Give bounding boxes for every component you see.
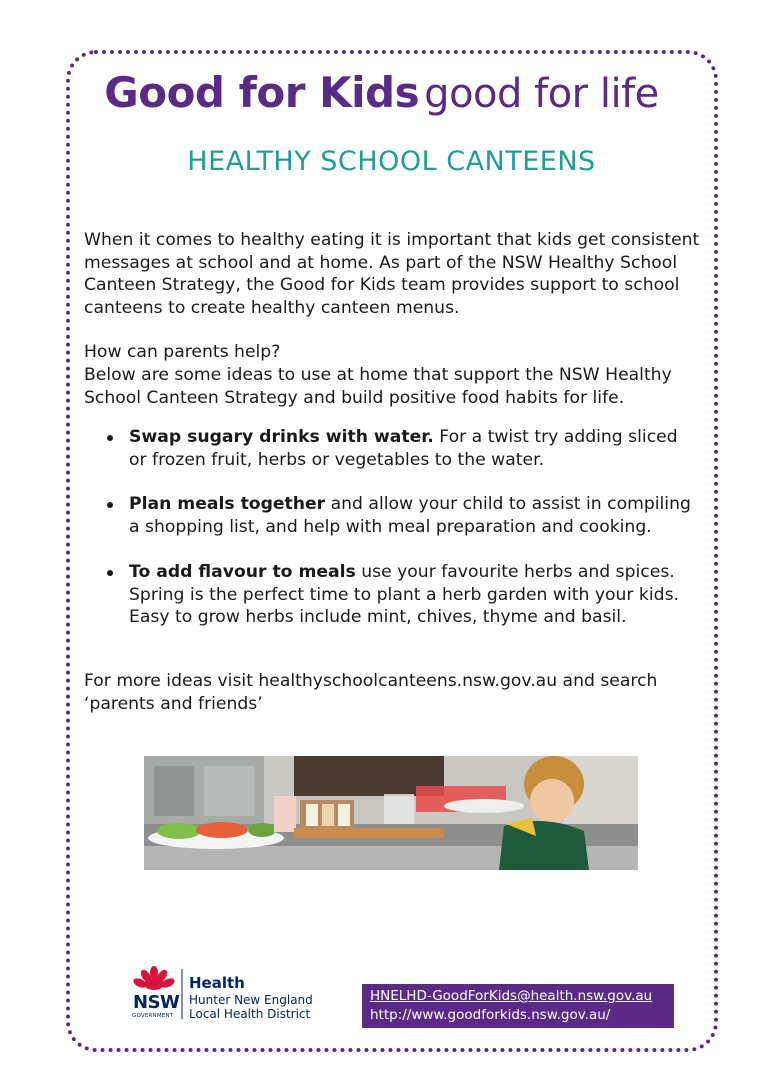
contact-website-text: http://www.goodforkids.nsw.gov.au/	[370, 1007, 611, 1023]
logo-nsw-text: NSW	[133, 992, 180, 1013]
tip-text: For a twist try adding sliced or frozen fruit, herbs or vegetables to the water.	[129, 427, 678, 470]
parents-lead: Below are some ideas to use at home that support the NSW Healthy School Canteen Strategy and build positive food habits for life.	[84, 365, 672, 408]
tip-heading: Plan meals together	[129, 494, 326, 515]
canteen-photo	[144, 756, 638, 870]
tips-list	[84, 426, 700, 651]
intro-paragraph: When it comes to healthy eating it is important that kids get consistent messages at school and at home. As part of the NSW Healthy School Canteen Strategy, the Good for Kids team provides support to school canteens to create healthy canteen menus.	[84, 230, 700, 319]
logo-district-line1: Hunter New England	[189, 993, 313, 1007]
tip-text: use your favourite herbs and spices. Spring is the perfect time to plant a herb garden with your kids. Easy to grow herbs include mint, chives, thyme and basil.	[129, 561, 679, 628]
page-title	[0, 68, 763, 117]
title-good-for-kids: Good for Kids	[104, 68, 420, 117]
logo-health-text: Health	[189, 974, 245, 992]
tip-heading: Swap sugary drinks with water.	[129, 427, 434, 447]
title-good-for-life: good for life	[424, 71, 659, 117]
tip-text: and allow your child to assist in compiling a shopping list, and help with meal preparation and cooking.	[129, 494, 691, 538]
more-ideas-paragraph: For more ideas visit healthyschoolcanteens.nsw.gov.au and search ‘parents and friends’	[84, 671, 658, 714]
list-item	[84, 426, 700, 471]
logo-district-line2: Local Health District	[189, 1007, 311, 1021]
canteen-photo-illustration	[144, 756, 638, 870]
logo-government-text: GOVERNMENT	[132, 1013, 174, 1019]
contact-box	[362, 984, 674, 1028]
contact-email-link[interactable]: HNELHD-GoodForKids@health.nsw.gov.au	[370, 988, 653, 1004]
parents-question: How can parents help?	[84, 342, 281, 362]
page-subtitle: HEALTHY SCHOOL CANTEENS	[187, 146, 596, 177]
tip-heading: To add flavour to meals	[129, 561, 356, 582]
list-item	[84, 493, 700, 538]
list-item	[84, 561, 700, 629]
nsw-health-logo	[130, 965, 330, 1025]
